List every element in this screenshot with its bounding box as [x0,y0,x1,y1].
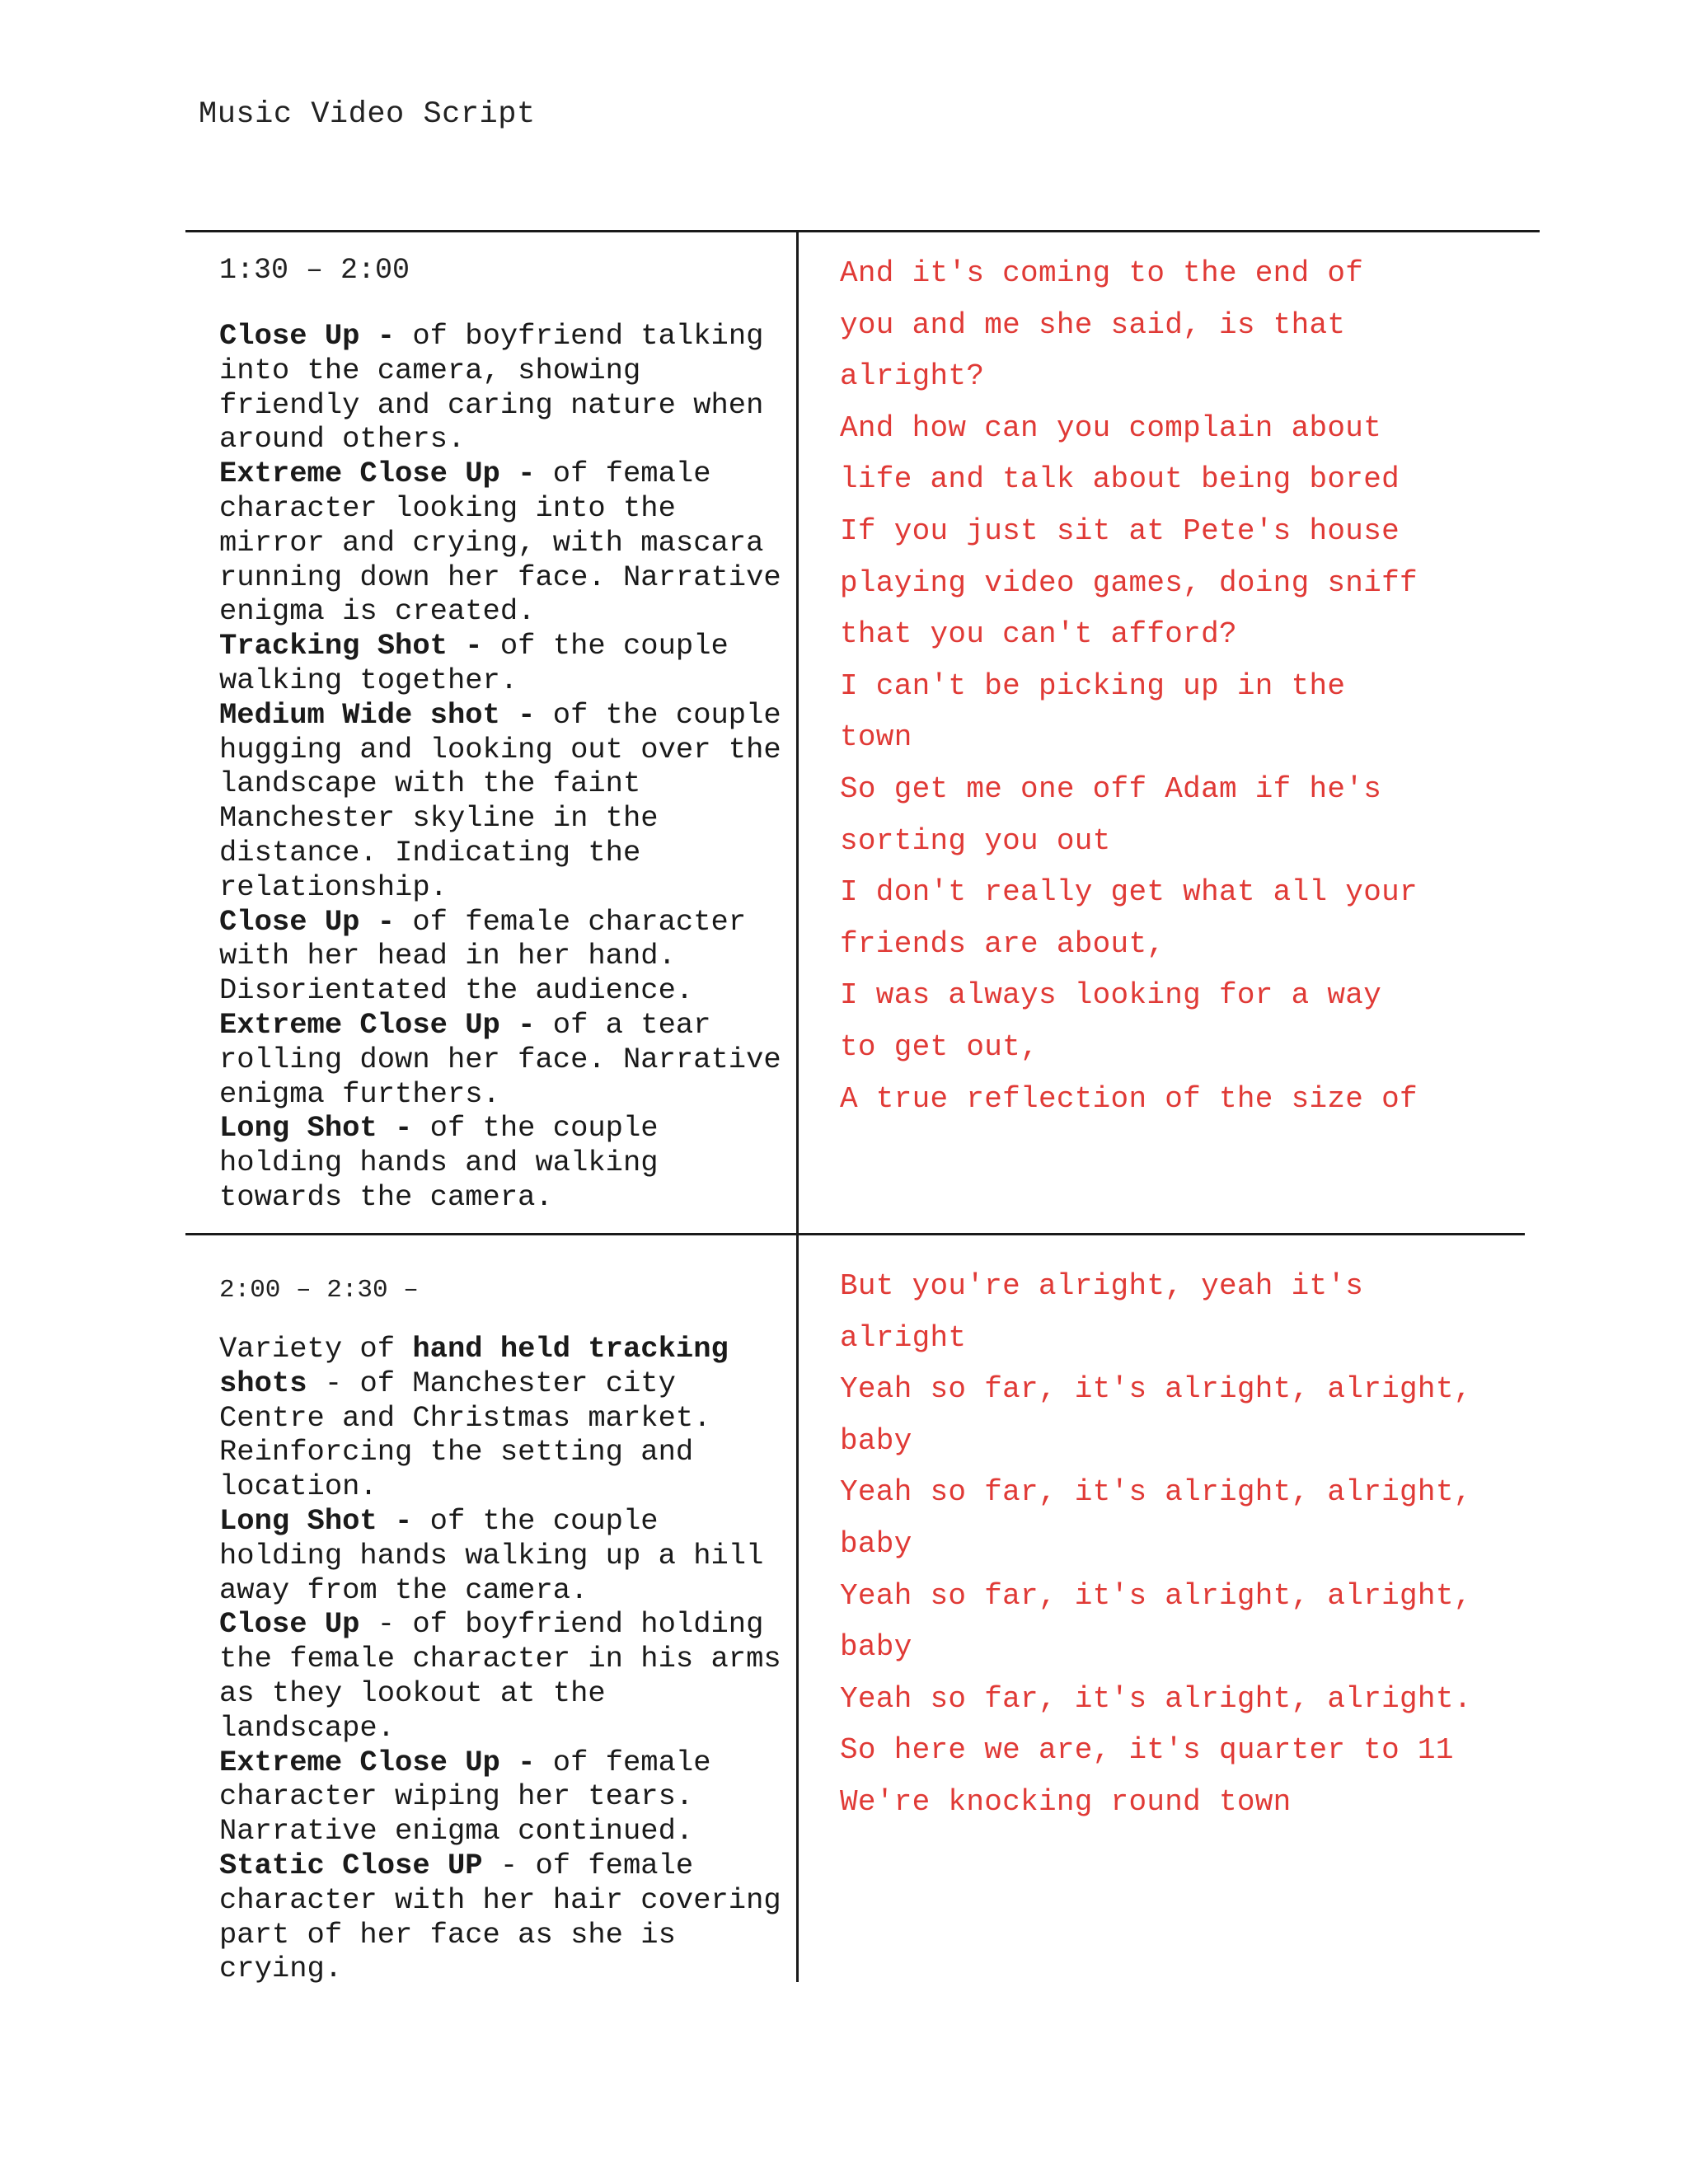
shot-description: - of boyfriend holding the female character in his arms as they lookout at the landscape. [219,1607,781,1745]
shot-type: Close Up - [219,904,396,939]
row-2-shots-cell [219,1273,796,1986]
shot-type: Close Up - [219,319,396,353]
shot-description: of a tear rolling down her face. Narrative enigma furthers. [219,1007,781,1111]
shot-entry [219,457,796,629]
shot-description: of the couple walking together. [219,629,729,697]
row-1-shots-cell [219,253,796,1215]
shot-description: of female character looking into the mirror and crying, with mascara running down her face. Narrative enigma is created. [219,457,781,629]
shot-description: of the couple hugging and looking out over the landscape with the faint Manchester skyline in the distance. Indicating the relationship. [219,697,781,904]
row-2-shot-list [219,1332,796,1986]
shot-type: Extreme Close Up - [219,457,536,491]
lyric-line: playing video games, doing sniff [840,565,1418,600]
shot-entry [219,629,796,698]
shot-entry [219,1746,796,1849]
shot-description: - of female character with her hair covering part of her face as she is crying. [219,1848,781,1986]
lyric-line: I don't really get what all your [840,875,1418,910]
lyric-line: And how can you complain about [840,410,1382,445]
shot-description: of boyfriend talking into the camera, showing friendly and caring nature when around others. [219,319,764,457]
lyric-line: Yeah so far, it's alright, alright. [840,1681,1472,1716]
shot-entry [219,1504,796,1607]
shot-type: hand held tracking shots [219,1332,729,1400]
shot-type: Extreme Close Up - [219,1745,536,1779]
shot-entry [219,1607,796,1745]
shot-type: Close Up [219,1607,360,1642]
lyric-line: baby [840,1423,912,1458]
lyric-line: I can't be picking up in the [840,668,1346,703]
shot-description: of the couple holding hands walking up a hill away from the camera. [219,1503,764,1607]
lyric-line: But you're alright, yeah it's [840,1269,1364,1303]
document-title: Music Video Script [199,97,536,132]
lyric-line: And it's coming to the end of [840,256,1364,290]
shot-entry [219,1849,796,1986]
shot-type: Long Shot - [219,1111,413,1146]
lyric-line: Yeah so far, it's alright, alright, [840,1372,1472,1407]
shot-type: Static Close UP [219,1848,483,1882]
lyric-line: alright? [840,359,985,394]
table-top-border [185,230,1540,232]
lyric-line: Yeah so far, it's alright, alright, [840,1475,1472,1510]
lyric-line: you and me she said, is that [840,307,1346,342]
row-1-shot-list [219,319,796,1215]
shot-description: of female character with her head in her hand. Disorientated the audience. [219,904,747,1008]
table-column-divider [796,230,799,1982]
lyric-line: So get me one off Adam if he's [840,771,1382,806]
lyric-line: A true reflection of the size of [840,1081,1418,1116]
shot-entry [219,1008,796,1111]
row-1-timecode: 1:30 – 2:00 [219,254,410,287]
lyric-line: sorting you out [840,823,1111,858]
shot-description: - of Manchester city Centre and Christmas market. Reinforcing the setting and location. [219,1366,711,1504]
shot-description: of female character wiping her tears. Narrative enigma continued. [219,1745,711,1849]
shot-entry [219,905,796,1008]
lyric-line: to get out, [840,1029,1039,1064]
shot-type: Extreme Close Up - [219,1007,536,1042]
shot-entry [219,1111,796,1214]
table-row-divider [185,1233,1525,1235]
lyric-line: So here we are, it's quarter to 11 [840,1733,1454,1768]
lyric-line: Yeah so far, it's alright, alright, [840,1578,1472,1613]
shot-entry [219,1332,796,1504]
lyric-line: life and talk about being bored [840,462,1400,497]
lyric-line: baby [840,1526,912,1561]
shot-type: Tracking Shot - [219,629,483,663]
row-2-lyrics-cell [840,1261,1565,1829]
lyric-line: I was always looking for a way [840,978,1382,1013]
shot-intro-prefix: Variety of [219,1332,413,1366]
row-2-timecode: 2:00 – 2:30 – [219,1276,419,1305]
lyric-line: We're knocking round town [840,1784,1292,1819]
lyric-line: that you can't afford? [840,617,1237,652]
lyric-line: town [840,720,912,755]
lyric-line: friends are about, [840,926,1165,961]
lyric-line: alright [840,1320,967,1355]
shot-entry [219,319,796,457]
shot-entry [219,698,796,905]
lyric-line: baby [840,1630,912,1665]
shot-type: Long Shot - [219,1503,413,1538]
row-1-lyrics-cell [840,248,1565,1125]
shot-type: Medium Wide shot - [219,697,536,732]
lyric-line: If you just sit at Pete's house [840,513,1400,548]
shot-description: of the couple holding hands and walking towards the camera. [219,1111,659,1214]
